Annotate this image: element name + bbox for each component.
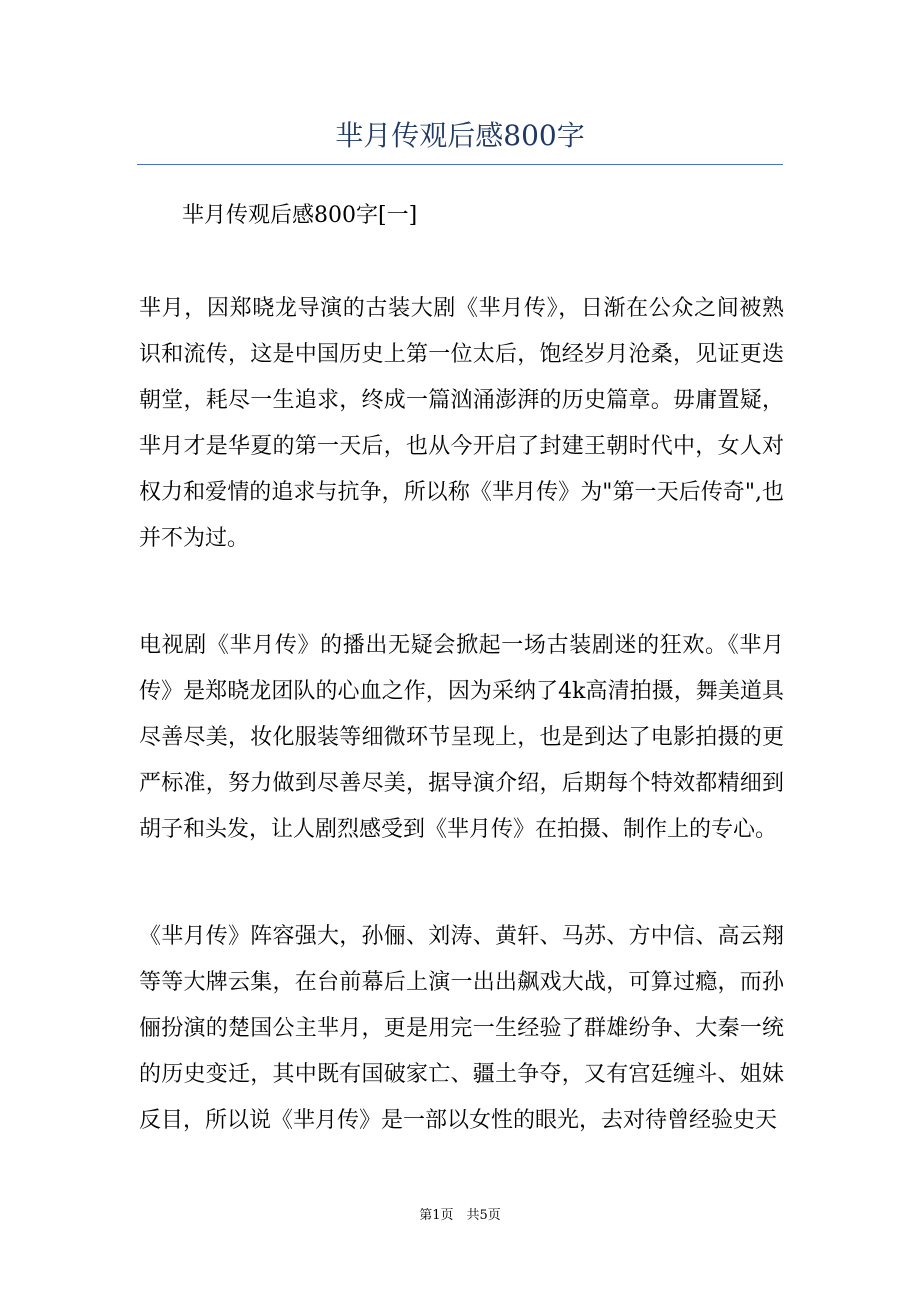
body-paragraph-2: 电视剧《芈月传》的播出无疑会掀起一场古装剧迷的狂欢。《芈月传》是郑晓龙团队的心血之作，因为采纳了4k高清拍摄，舞美道具尽善尽美，妆化服装等细微环节呈现上，也是到达了电影拍摄的更严标准，努力做到尽善尽美，据导演介绍，后期每个特效都精细到胡子和头发，让人剧烈感受到《芈月传》在拍摄、制作上的专心。 — [139, 633, 784, 842]
page-footer: 第1页 共5页 — [419, 1208, 501, 1223]
body-paragraph-3: 《芈月传》阵容强大，孙俪、刘涛、黄轩、马苏、方中信、高云翔等等大牌云集，在台前幕后上演一出出飙戏大战，可算过瘾，而孙俪扮演的楚国公主芈月，更是用完一生经验了群雄纷争、大秦一统的历史变迁，其中既有国破家亡、疆土争夺，又有宫廷缠斗、姐妹反目，所以说《芈月传》是一部以女性的眼光，去对待曾经验史天 — [139, 924, 784, 1133]
body-paragraph-1: 芈月，因郑晓龙导演的古装大剧《芈月传》，日渐在公众之间被熟识和流传，这是中国历史上第一位太后，饱经岁月沧桑，见证更迭朝堂，耗尽一生追求，终成一篇汹涌澎湃的历史篇章。毋庸置疑，芈月才是华夏的第一天后，也从今开启了封建王朝时代中，女人对权力和爱情的追求与抗争，所以称《芈月传》为"第一天后传奇",也并不为过。 — [139, 296, 784, 551]
section-heading: 芈月传观后感800字[一] — [182, 203, 418, 228]
title-divider — [137, 164, 783, 165]
page-title: 芈月传观后感800字 — [335, 119, 585, 152]
